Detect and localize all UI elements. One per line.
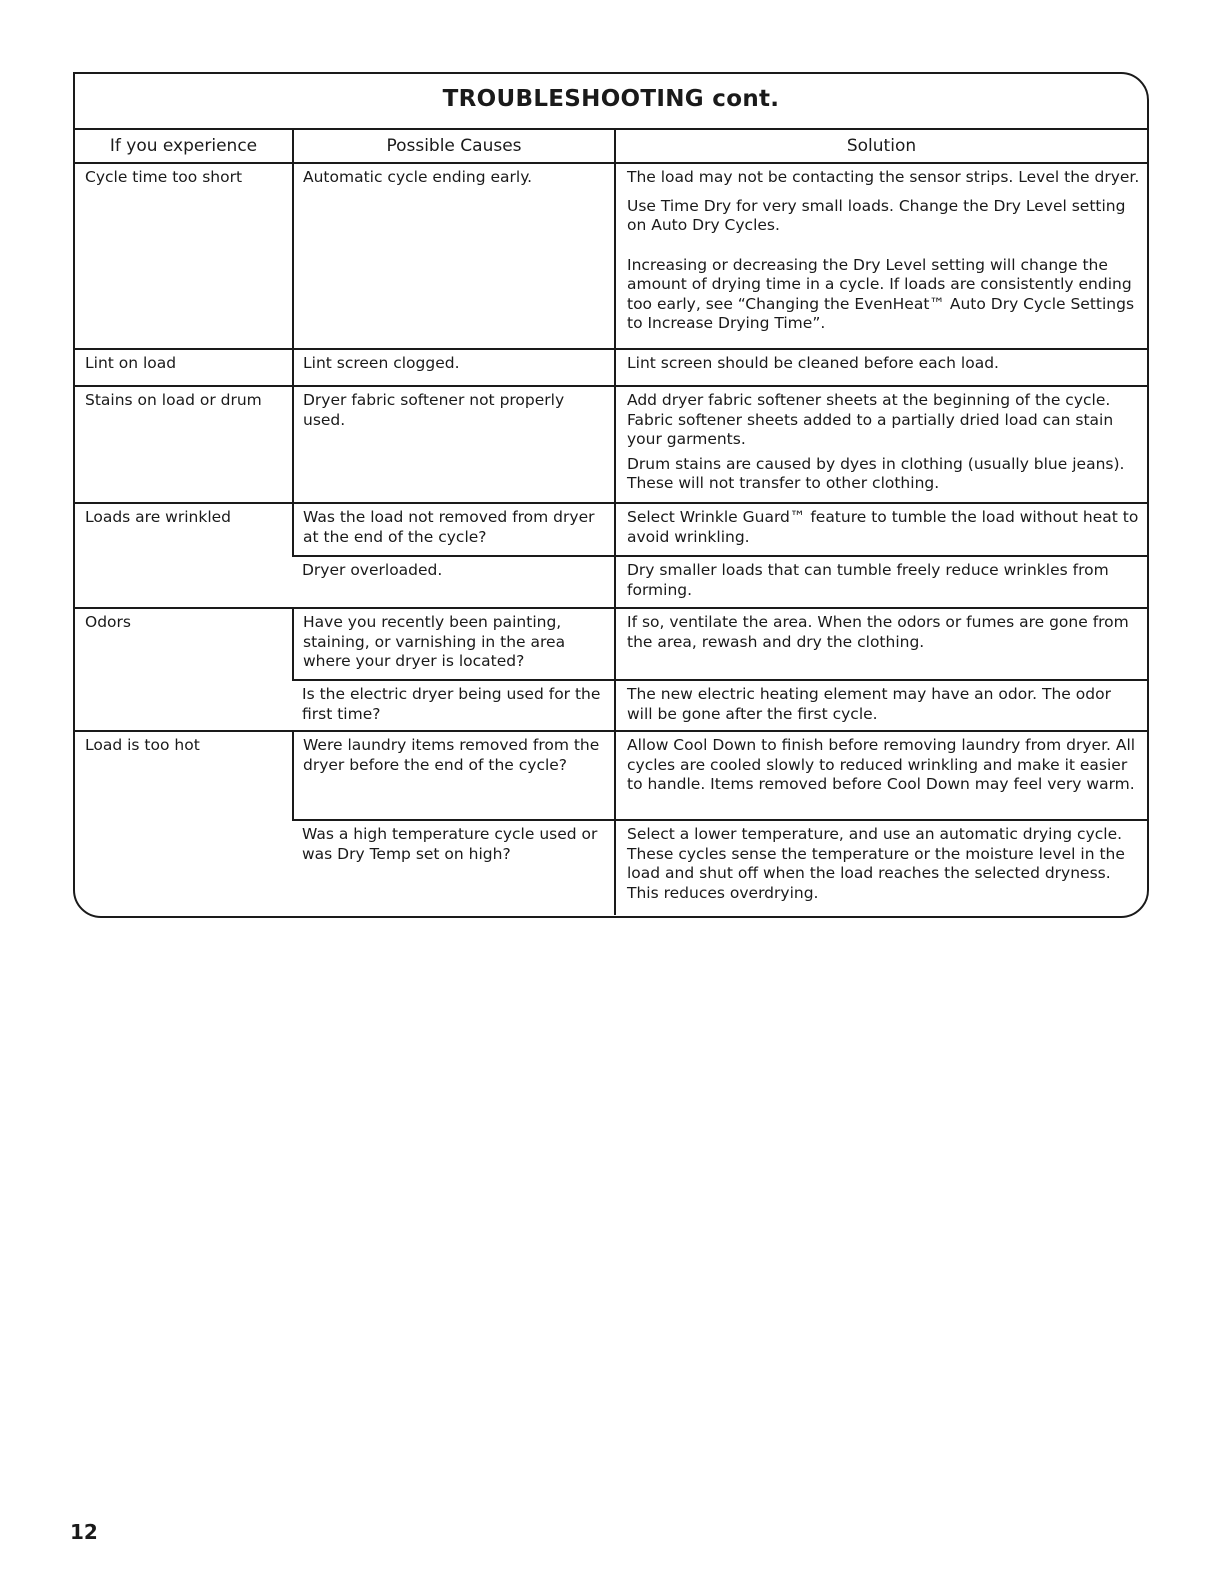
solution-cell: [615, 386, 1147, 503]
cause-cell: Automatic cycle ending early.: [293, 163, 615, 349]
cause-cell: Were laundry items removed from the dryer before the end of the cycle?: [293, 731, 615, 820]
solution-text: Select Wrinkle Guard™ feature to tumble the load without heat to avoid wrinkling.: [627, 508, 1139, 546]
cause-cell: Lint screen clogged.: [293, 349, 615, 386]
solution-text: Use Time Dry for very small loads. Change the Dry Level setting on Auto Dry Cycles.: [627, 196, 1126, 234]
column-header-experience: If you experience: [75, 130, 293, 163]
cause-cell: Is the electric dryer being used for the first time?: [293, 680, 615, 731]
solution-text: The new electric heating element may have an odor. The odor will be gone after the first cycle.: [627, 685, 1111, 723]
solution-cell: [615, 163, 1147, 349]
cause-cell: Was a high temperature cycle used or was Dry Temp set on high?: [302, 825, 598, 863]
cause-cell: Have you recently been painting, staining, or varnishing in the area where your dryer is located?: [293, 608, 615, 680]
troubleshooting-panel: [73, 72, 1149, 918]
solution-text: Increasing or decreasing the Dry Level setting will change the amount of drying time in a cycle. If loads are consistently ending too early, see “Changing the EvenHeat™ Auto Dry Cycle Settings to Increase Drying Time”.: [627, 255, 1135, 332]
page-title: TROUBLESHOOTING cont.: [75, 74, 1147, 130]
troubleshooting-table: [75, 130, 1147, 915]
solution-cell: [615, 503, 1147, 556]
page-number: 12: [70, 1520, 98, 1544]
column-header-causes: Possible Causes: [293, 130, 615, 163]
experience-cell: Odors: [75, 608, 293, 731]
solution-text: Add dryer fabric softener sheets at the beginning of the cycle. Fabric softener sheets added to a partially dried load can stain your garments.: [627, 391, 1114, 448]
experience-cell: Load is too hot: [85, 736, 200, 754]
table-row: [75, 386, 1147, 503]
solution-cell: [615, 608, 1147, 680]
table-row: [75, 349, 1147, 386]
experience-cell: Stains on load or drum: [75, 386, 293, 503]
experience-cell: Loads are wrinkled: [75, 503, 293, 608]
table-row: [75, 503, 1147, 556]
solution-text: Select a lower temperature, and use an automatic drying cycle. These cycles sense the temperature or the moisture level in the load and shut off when the load reaches the selected dryness. This reduces overdrying.: [627, 825, 1125, 902]
column-header-solution: Solution: [615, 130, 1147, 163]
cause-cell: Dryer overloaded.: [293, 556, 615, 608]
solution-text: Dry smaller loads that can tumble freely reduce wrinkles from forming.: [627, 561, 1109, 599]
solution-cell: [615, 556, 1147, 608]
solution-cell: [615, 731, 1147, 820]
table-row: [75, 731, 1147, 820]
cause-cell: Dryer fabric softener not properly used.: [293, 386, 615, 503]
solution-text: If so, ventilate the area. When the odors or fumes are gone from the area, rewash and dry the clothing.: [627, 613, 1129, 651]
table-header-row: [75, 130, 1147, 163]
solution-text: The load may not be contacting the sensor strips. Level the dryer.: [627, 168, 1140, 186]
table-row: [75, 608, 1147, 680]
solution-text: Allow Cool Down to finish before removing laundry from dryer. All cycles are cooled slowly to reduced wrinkling and make it easier to handle. Items removed before Cool Down may feel very warm.: [627, 736, 1136, 793]
solution-cell: [615, 680, 1147, 731]
experience-cell: Cycle time too short: [75, 163, 293, 349]
solution-cell: [615, 349, 1147, 386]
experience-cell: Lint on load: [75, 349, 293, 386]
table-row: [75, 163, 1147, 349]
solution-text: Lint screen should be cleaned before each load.: [627, 354, 999, 372]
cause-cell: Was the load not removed from dryer at the end of the cycle?: [293, 503, 615, 556]
solution-cell: [615, 820, 1147, 915]
solution-text: Drum stains are caused by dyes in clothing (usually blue jeans). These will not transfer to other clothing.: [627, 454, 1125, 492]
